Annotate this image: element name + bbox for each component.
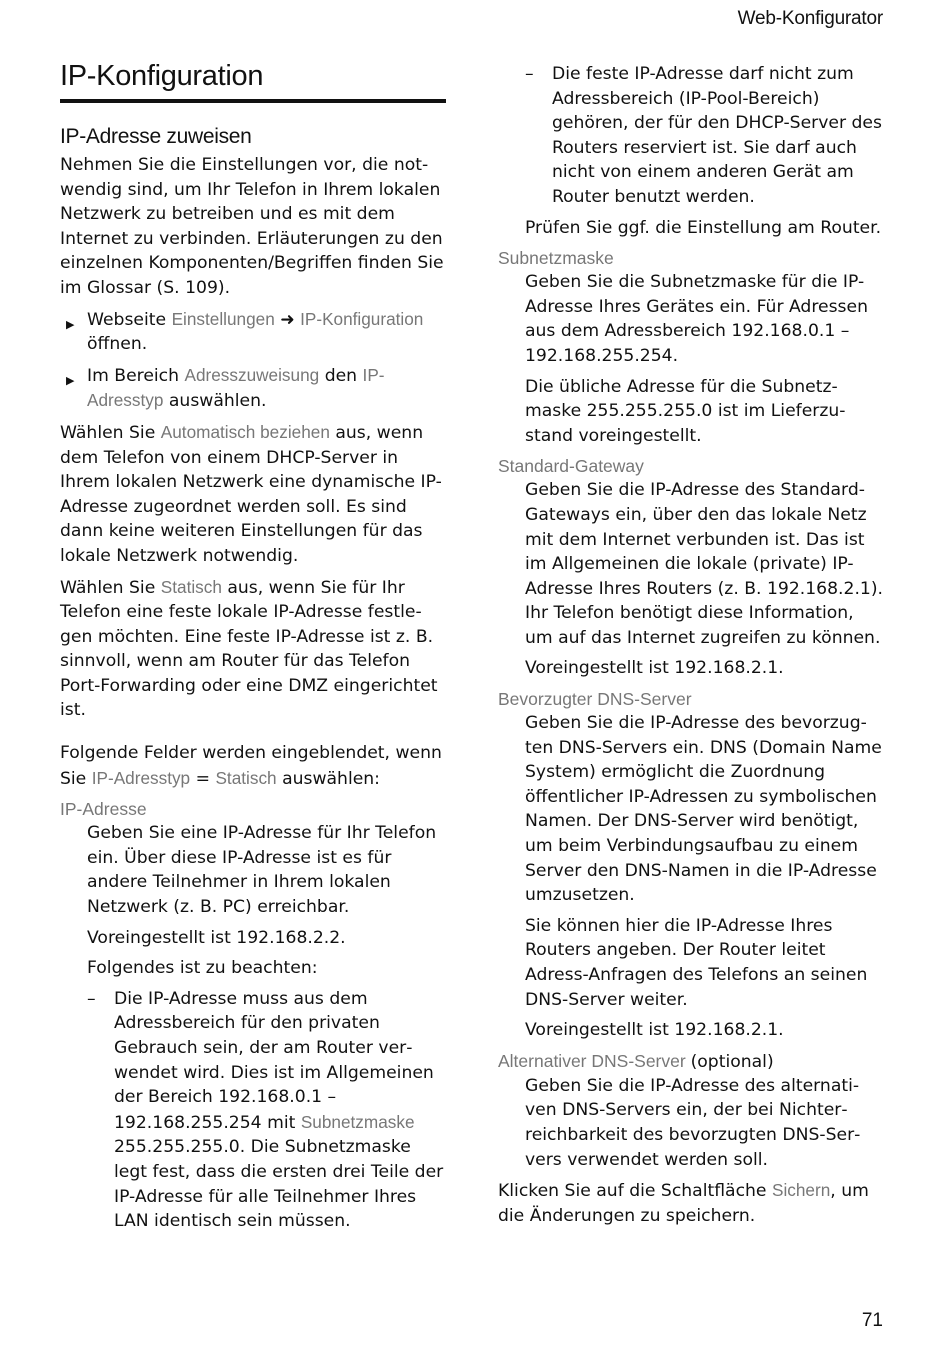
dash-item: – Die IP-Adresse muss aus dem Adressbereich für den privaten Gebrauch sein, der am Router verwendet wird. Dies ist im Allgemeinen der Bereich 192.168.0.1 – 192.168.255.254 mit Subnetzmaske 255.255.255.0. Die Subnetzmaske legt fest, dass die ersten drei Teile der IP-Adresse für alle Teilnehmer Ihres LAN identisch sein müssen. <box>87 988 444 1232</box>
paragraph-automatisch: Wählen Sie Automatisch beziehen aus, wenn dem Telefon von einem DHCP-Server in Ihrem lokalen Netzwerk eine dynamische IP-Adresse zugeordnet werden soll. Es sind dann keine weiteren Einstellungen für das lokale Netzwerk notwendig. <box>60 421 442 566</box>
paragraph-fields: Folgende Felder werden eingeblendet, wenn Sie IP-Adresstyp = Statisch auswählen: <box>60 743 442 789</box>
running-header: Web-Konfigurator <box>737 8 883 29</box>
ui-term-ip-konfiguration: IP-Konfiguration <box>300 308 424 329</box>
field-label-bevorzugter-dns: Bevorzugter DNS-Server <box>498 689 692 710</box>
ui-term-ip-adresstyp: IP-Adresstyp <box>87 364 385 411</box>
left-column <box>60 60 446 1240</box>
step-arrow-icon: ▶ <box>66 317 75 331</box>
section-title: IP-Adresse zuweisen <box>60 125 252 148</box>
dash-mark: – <box>525 64 534 84</box>
instruction-step-2: ▶ Im Bereich Adresszuweisung den IP-Adresstyp auswählen. <box>66 364 385 412</box>
dash-item: – Die feste IP-Adresse darf nicht zum Adressbereich (IP-Pool-Bereich) gehören, der für den DHCP-Server des Routers reserviert ist. Sie darf auch nicht von einem anderen Gerät am Router benutzt werden. <box>525 64 882 207</box>
ui-term-statisch: Statisch <box>215 767 277 788</box>
field-label-standard-gateway: Standard-Gateway <box>498 456 644 477</box>
paragraph-sichern: Klicken Sie auf die Schaltfläche Sichern, um die Änderungen zu speichern. <box>498 1180 869 1226</box>
field-body-bevorzugter-dns: Geben Sie die IP-Adresse des bevorzugten DNS-Servers ein. DNS (Domain Name System) ermöglicht die Zuordnung öffentlicher IP-Adressen zu symbolischen Namen. Der DNS-Server wird benötigt, um beim Verbindungsaufbau zu einem Server den DNS-Namen in die IP-Adresse umzusetzen. Sie können hier die IP-Adresse Ihres Routers angeben. Der Router leitet Adress-Anfragen des Telefons an seinen DNS-Server weiter. Voreingestellt ist 192.168.2.1. <box>525 713 882 1041</box>
ui-term-sichern: Sichern <box>771 1180 831 1201</box>
ui-term-adresszuweisung: Adresszuweisung <box>184 364 320 385</box>
ui-term-ip-adresstyp: IP-Adresstyp <box>91 767 191 788</box>
page-number: 71 <box>861 1310 883 1331</box>
field-body-alternativer-dns: Geben Sie die IP-Adresse des alternativen DNS-Servers ein, der bei Nichterreichbarkeit des bevorzugten DNS-Servers verwendet werden soll. <box>525 1075 861 1170</box>
ui-term-einstellungen: Einstellungen <box>171 308 275 329</box>
field-label-ip-adresse: IP-Adresse <box>60 799 147 820</box>
field-body-subnetzmaske: Geben Sie die Subnetzmaske für die IP-Adresse Ihres Gerätes ein. Für Adressen aus dem Adressbereich 192.168.0.1 – 192.168.255.254. Die übliche Adresse für die Subnetzmaske 255.255.255.0 ist im Lieferzustand voreingestellt. <box>525 272 868 446</box>
field-body-standard-gateway: Geben Sie die IP-Adresse des Standard-Gateways ein, über den das lokale Netz mit dem Internet verbunden ist. Das ist im Allgemeinen die lokale (private) IP-Adresse Ihres Routers (z. B. 192.168.2.1). Ihr Telefon benötigt diese Information, um auf das Internet zugreifen zu können. Voreingestellt ist 192.168.2.1. <box>525 480 884 679</box>
field-body-ip-adresse: Geben Sie eine IP-Adresse für Ihr Telefon ein. Über diese IP-Adresse ist es für andere Teilnehmer in Ihrem lokalen Netzwerk (z. B. PC) erreichbar. Voreingestellt ist 192.168.2.2. Folgendes ist zu beachten: – Die IP-Adresse muss aus dem Adressbereich für den privaten Gebrauch sein, der am Router verwendet wird. Dies ist im Allgemeinen der Bereich 192.168.0.1 – 192.168.255.254 mit Subnetzmaske 255.255.255.0. Die Subnetzmaske legt fest, dass die ersten drei Teile der IP-Adresse für alle Teilnehmer Ihres LAN identisch sein müssen. <box>60 821 446 1234</box>
field-label-alternativer-dns: Alternativer DNS-Server (optional) <box>498 1050 774 1072</box>
menu-arrow-icon: ➜ <box>280 309 295 330</box>
field-body-ip-adresse-cont: – Die feste IP-Adresse darf nicht zum Adressbereich (IP-Pool-Bereich) gehören, der für den DHCP-Server des Routers reserviert ist. Sie darf auch nicht von einem anderen Gerät am Router benutzt werden. Prüfen Sie ggf. die Einstellung am Router. <box>525 64 882 238</box>
right-column <box>498 62 883 1234</box>
step-arrow-icon: ▶ <box>66 373 75 387</box>
intro-paragraph: Nehmen Sie die Einstellungen vor, die notwendig sind, um Ihr Telefon in Ihrem lokalen Netzwerk zu betreiben und es mit dem Internet zu verbinden. Erläuterungen zu den einzelnen Komponenten/Begriffen finden Sie im Glossar (S. 109). <box>60 155 444 298</box>
dash-mark: – <box>87 988 96 1009</box>
field-label-subnetzmaske: Subnetzmaske <box>498 248 614 269</box>
ui-term-automatisch-beziehen: Automatisch beziehen <box>160 421 330 442</box>
ui-term-subnetzmaske: Subnetzmaske <box>300 1111 415 1132</box>
paragraph-statisch: Wählen Sie Statisch aus, wenn Sie für Ihr Telefon eine feste lokale IP-Adresse festlegen möchten. Eine feste IP-Adresse ist z. B. sinnvoll, wenn am Router für das Telefon Port-Forwarding oder eine DMZ eingerichtet ist. <box>60 576 438 721</box>
instruction-step-1: ▶ Webseite Einstellungen ➜ IP-Konfiguration öffnen. <box>66 308 424 355</box>
page-title: IP-Konfiguration <box>60 60 446 103</box>
ui-term-statisch: Statisch <box>160 576 222 597</box>
